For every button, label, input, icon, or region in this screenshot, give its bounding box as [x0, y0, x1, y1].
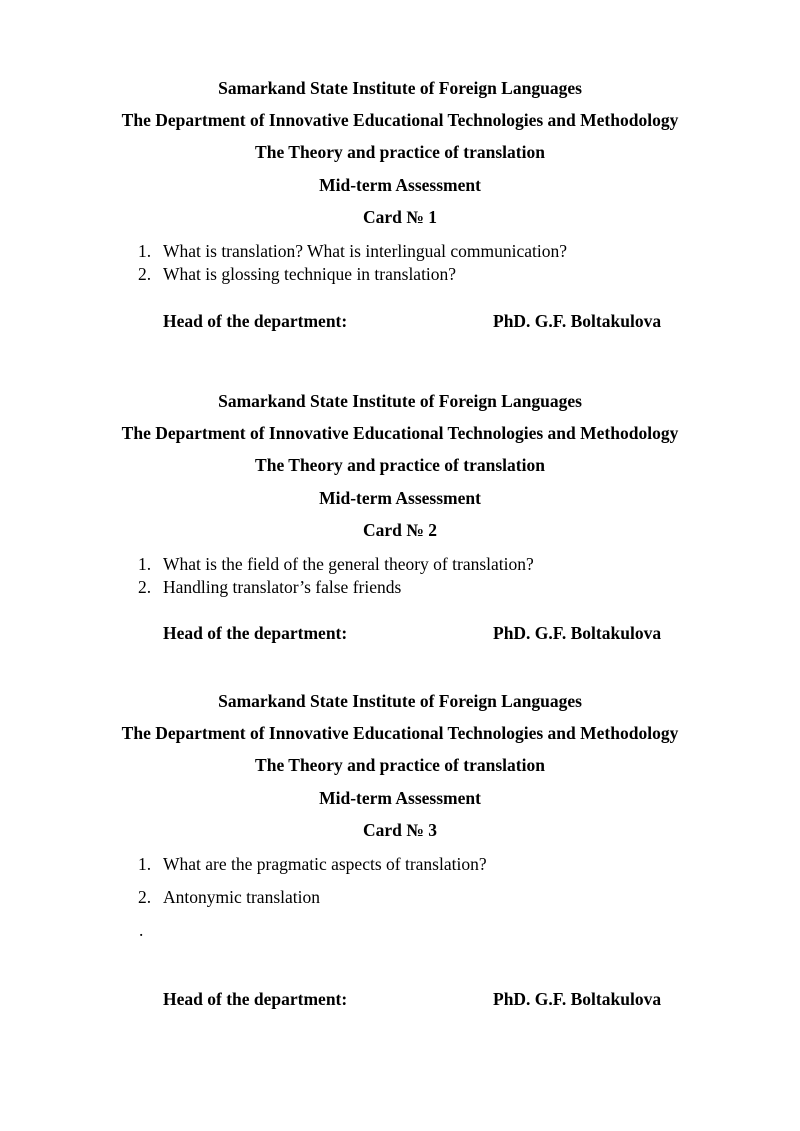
assessment-title: Mid-term Assessment [319, 175, 481, 195]
question-number: 1. [138, 854, 152, 874]
department-name: The Department of Innovative Educational Technologies and Methodology [121, 423, 679, 443]
card-title: Card № 2 [363, 520, 437, 540]
question-text: What is the field of the general theory of translation? [163, 554, 534, 574]
subject-title: The Theory and practice of translation [255, 455, 545, 475]
department-name: The Department of Innovative Educational Technologies and Methodology [121, 110, 679, 130]
question-text: Handling translator’s false friends [163, 577, 402, 597]
question-text: What is translation? What is interlingual communication? [163, 241, 568, 261]
question-text: Antonymic translation [163, 887, 320, 907]
trailing-mark: . [139, 920, 144, 940]
card-title: Card № 3 [363, 820, 437, 840]
department-name: The Department of Innovative Educational Technologies and Methodology [121, 723, 679, 743]
head-label: Head of the department: [163, 989, 348, 1009]
institute-name: Samarkand State Institute of Foreign Languages [218, 691, 582, 711]
card-title: Card № 1 [363, 207, 437, 227]
assessment-title: Mid-term Assessment [319, 788, 481, 808]
question-number: 1. [138, 241, 152, 261]
head-label: Head of the department: [163, 623, 348, 643]
question-number: 1. [138, 554, 152, 574]
head-name: PhD. G.F. Boltakulova [493, 989, 662, 1009]
question-text: What is glossing technique in translation? [163, 264, 457, 284]
head-label: Head of the department: [163, 311, 348, 331]
institute-name: Samarkand State Institute of Foreign Languages [218, 78, 582, 98]
subject-title: The Theory and practice of translation [255, 142, 545, 162]
question-text: What are the pragmatic aspects of translation? [163, 854, 487, 874]
question-number: 2. [138, 264, 152, 284]
head-name: PhD. G.F. Boltakulova [493, 623, 662, 643]
assessment-title: Mid-term Assessment [319, 488, 481, 508]
subject-title: The Theory and practice of translation [255, 755, 545, 775]
question-number: 2. [138, 577, 152, 597]
institute-name: Samarkand State Institute of Foreign Languages [218, 391, 582, 411]
head-name: PhD. G.F. Boltakulova [493, 311, 662, 331]
question-number: 2. [138, 887, 152, 907]
